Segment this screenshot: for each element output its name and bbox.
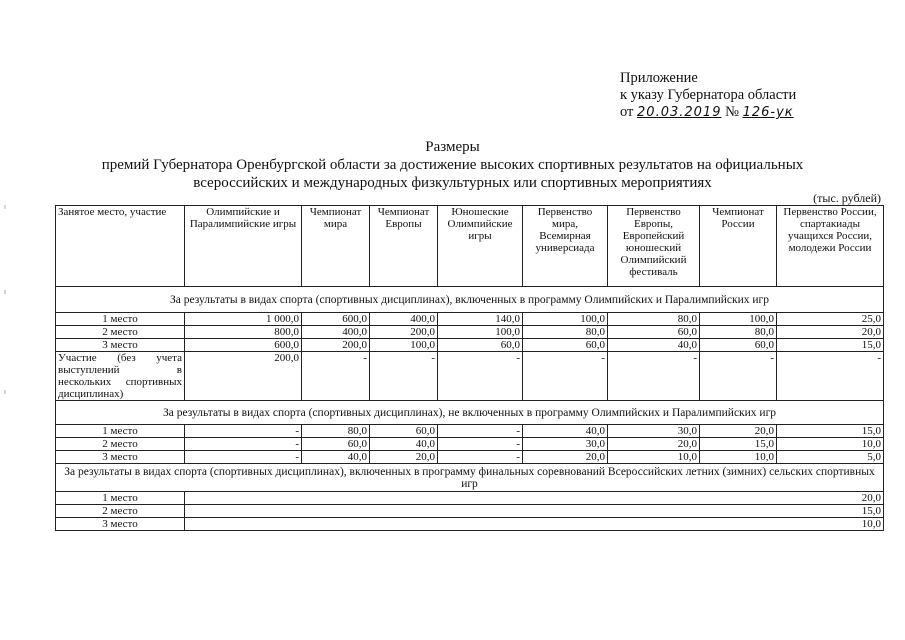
row-label: 1 место (56, 425, 185, 438)
cell: 10,0 (777, 438, 884, 451)
cell: - (777, 352, 884, 401)
cell: 100,0 (523, 313, 608, 326)
table-row (56, 425, 884, 438)
header-european-championship: Чемпионат Европы (370, 206, 438, 287)
cell: 80,0 (700, 326, 777, 339)
decree-date: 20.03.2019 (637, 105, 722, 120)
header-youth-olympic: Юношеские Олимпийские игры (438, 206, 523, 287)
cell: 15,0 (777, 425, 884, 438)
header-row (56, 206, 884, 287)
cell: 80,0 (523, 326, 608, 339)
cell: - (370, 352, 438, 401)
cell: 10,0 (700, 451, 777, 464)
cell: 140,0 (438, 313, 523, 326)
cell: 60,0 (302, 438, 370, 451)
cell: 100,0 (700, 313, 777, 326)
appendix-prefix: от (620, 104, 634, 120)
row-label: 2 место (56, 505, 185, 518)
cell: 20,0 (700, 425, 777, 438)
cell: - (523, 352, 608, 401)
cell: 100,0 (438, 326, 523, 339)
cell: - (700, 352, 777, 401)
row-label: 3 место (56, 518, 185, 531)
cell: 10,0 (608, 451, 700, 464)
cell: 40,0 (370, 438, 438, 451)
cell: 30,0 (608, 425, 700, 438)
row-label: 2 место (56, 326, 185, 339)
header-olympic: Олимпийские и Паралимпийские игры (185, 206, 302, 287)
table-row (56, 326, 884, 339)
table-row (56, 339, 884, 352)
prizes-table (55, 205, 884, 531)
cell: 200,0 (370, 326, 438, 339)
margin-marks (2, 0, 8, 640)
cell: 200,0 (185, 352, 302, 401)
title-line1: Размеры (425, 139, 480, 155)
cell: 25,0 (777, 313, 884, 326)
cell: 60,0 (438, 339, 523, 352)
title-line2: премий Губернатора Оренбургской области за достижение высоких спортивных результатов на официальных (101, 157, 804, 173)
cell: - (185, 425, 302, 438)
cell: 30,0 (523, 438, 608, 451)
cell: 100,0 (370, 339, 438, 352)
cell: 80,0 (302, 425, 370, 438)
cell: - (302, 352, 370, 401)
header-russia-championship: Чемпионат России (700, 206, 777, 287)
document-title (0, 138, 905, 192)
cell: 80,0 (608, 313, 700, 326)
table-row (56, 451, 884, 464)
cell: 20,0 (185, 492, 884, 505)
cell: 15,0 (777, 339, 884, 352)
table-row (56, 518, 884, 531)
cell: 40,0 (302, 451, 370, 464)
cell: 20,0 (777, 326, 884, 339)
table-row (56, 438, 884, 451)
appendix-block (620, 70, 796, 121)
row-label-participation: Участие (без учета выступлений в нескольких спортивных дисциплинах) (56, 352, 185, 401)
header-world-championship: Чемпионат мира (302, 206, 370, 287)
row-label: 1 место (56, 492, 185, 505)
cell: 600,0 (185, 339, 302, 352)
header-world-youth: Первенство мира, Всемирная универсиада (523, 206, 608, 287)
cell: 40,0 (523, 425, 608, 438)
cell: 20,0 (608, 438, 700, 451)
cell: - (438, 451, 523, 464)
number-sign: № (725, 104, 739, 120)
cell: 15,0 (700, 438, 777, 451)
cell: - (185, 451, 302, 464)
title-line3: всероссийских и международных физкультурных или спортивных мероприятиях (193, 175, 712, 191)
header-place: Занятое место, участие (56, 206, 185, 287)
row-label: 3 место (56, 451, 185, 464)
cell: 5,0 (777, 451, 884, 464)
row-label: 2 место (56, 438, 185, 451)
cell: - (185, 438, 302, 451)
cell: - (438, 425, 523, 438)
cell: 1 000,0 (185, 313, 302, 326)
cell: - (608, 352, 700, 401)
section-title-non-olympic: За результаты в видах спорта (спортивных дисциплинах), не включенных в программу Олимпийских и Паралимпийских игр (56, 401, 884, 425)
cell: 60,0 (608, 326, 700, 339)
cell: 20,0 (523, 451, 608, 464)
row-label: 3 место (56, 339, 185, 352)
cell: 400,0 (370, 313, 438, 326)
cell: 60,0 (523, 339, 608, 352)
decree-number: 126-ук (742, 105, 794, 120)
cell: 10,0 (185, 518, 884, 531)
table-row (56, 492, 884, 505)
section-row (56, 464, 884, 492)
appendix-line2: к указу Губернатора области (620, 87, 797, 103)
cell: 40,0 (608, 339, 700, 352)
cell: 800,0 (185, 326, 302, 339)
cell: 200,0 (302, 339, 370, 352)
table-row (56, 505, 884, 518)
cell: 60,0 (370, 425, 438, 438)
section-title-rural-games: За результаты в видах спорта (спортивных дисциплинах), включенных в программу финальных соревнований Всероссийских летних (зимних) сельских спортивных игр (56, 464, 884, 492)
header-russia-youth: Первенство России, спартакиады учащихся России, молодежи России (777, 206, 884, 287)
appendix-line3 (620, 104, 796, 121)
appendix-line1: Приложение (620, 70, 698, 86)
header-european-youth: Первенство Европы, Европейский юношеский Олимпийский фестиваль (608, 206, 700, 287)
row-label: 1 место (56, 313, 185, 326)
section-row (56, 287, 884, 313)
unit-label: (тыс. рублей) (813, 191, 881, 205)
cell: 600,0 (302, 313, 370, 326)
cell: 20,0 (370, 451, 438, 464)
cell: - (438, 438, 523, 451)
table-row (56, 313, 884, 326)
table-row (56, 352, 884, 401)
cell: 15,0 (185, 505, 884, 518)
cell: 400,0 (302, 326, 370, 339)
cell: 60,0 (700, 339, 777, 352)
section-title-olympic: За результаты в видах спорта (спортивных дисциплинах), включенных в программу Олимпийских и Паралимпийских игр (56, 287, 884, 313)
section-row (56, 401, 884, 425)
cell: - (438, 352, 523, 401)
